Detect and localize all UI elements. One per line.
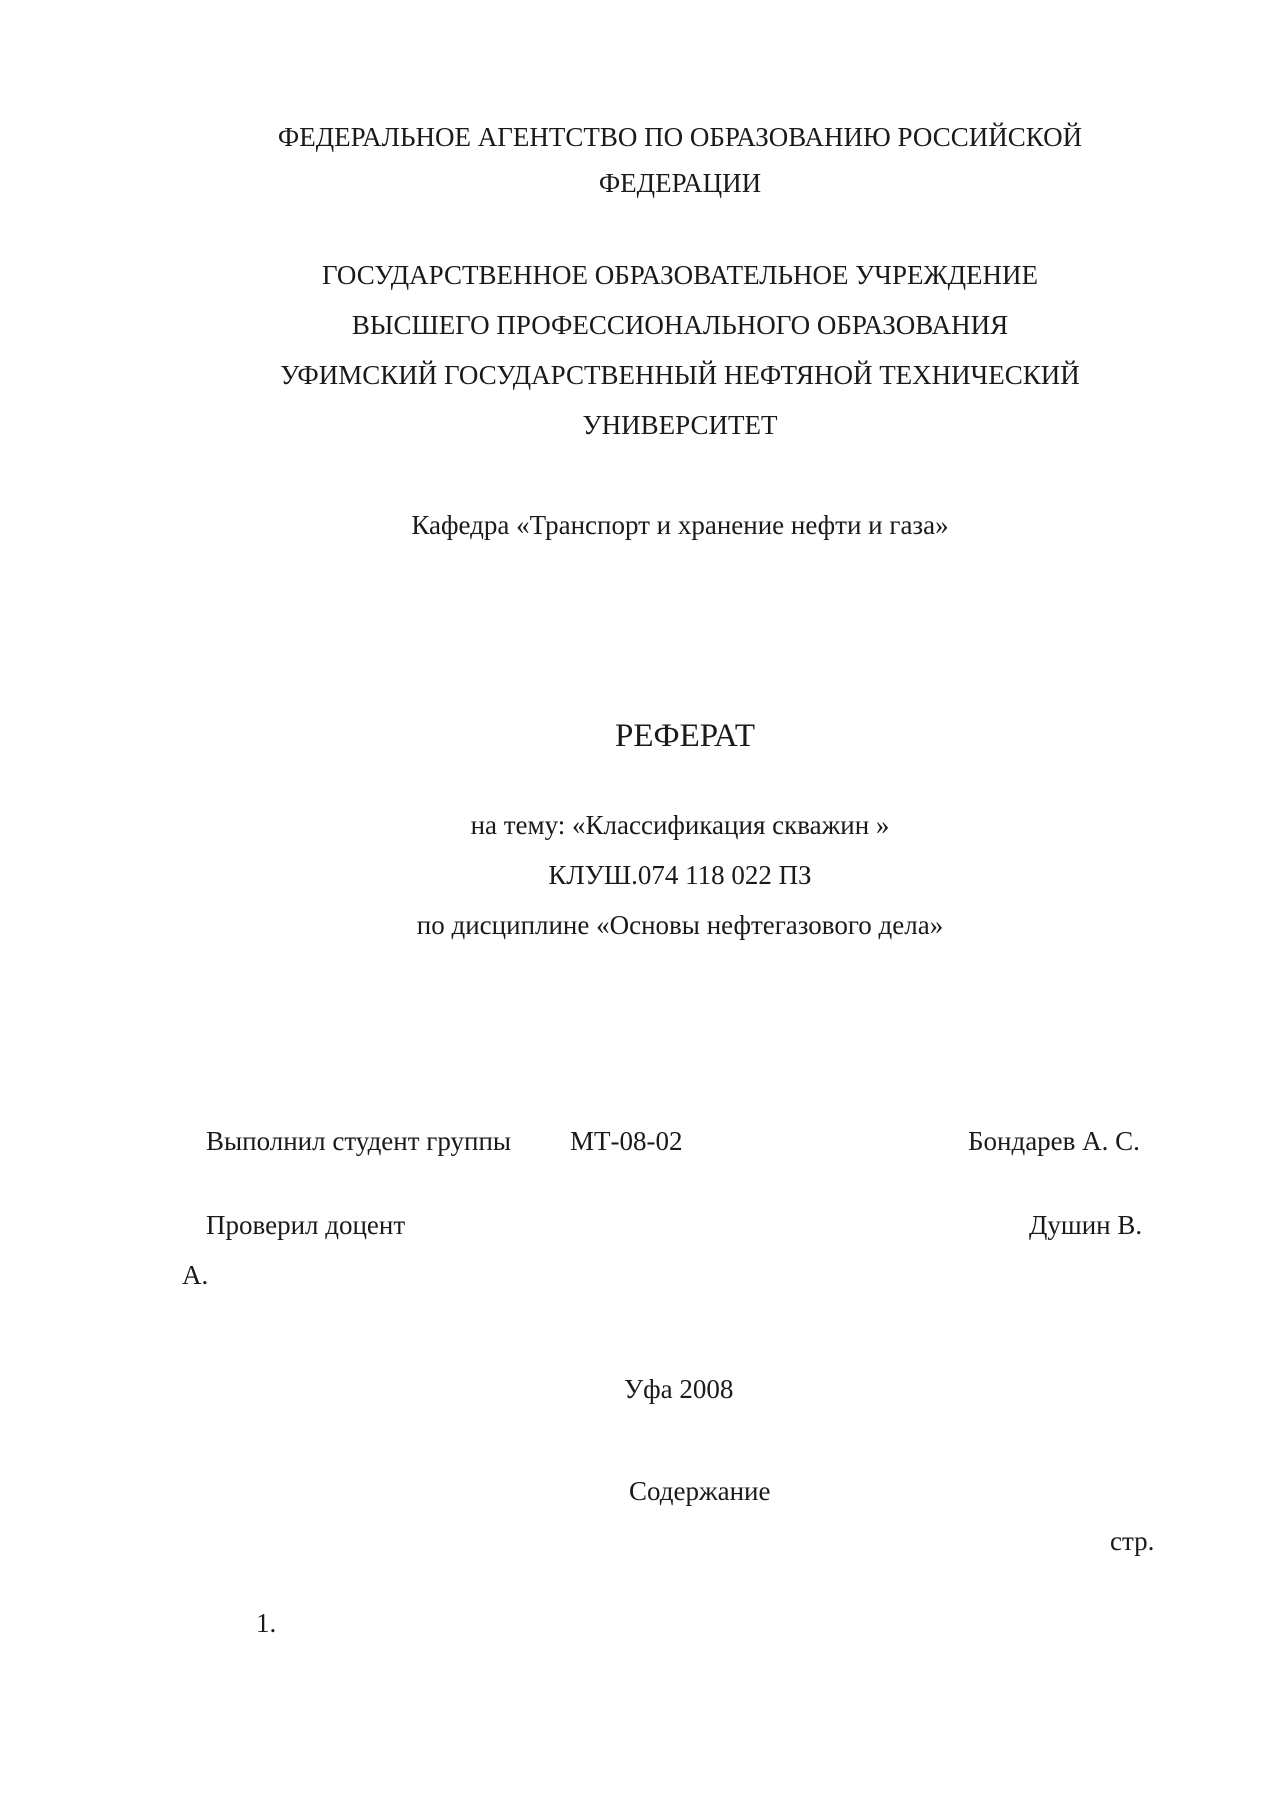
checked-by-label: Проверил доцент [206, 1210, 406, 1240]
agency-line-2: ФЕДЕРАЦИИ [598, 168, 762, 198]
title-block [180, 800, 1180, 950]
city-year: Уфа 2008 [624, 1374, 734, 1404]
contents-heading: Содержание [629, 1476, 771, 1506]
performed-by-label: Выполнил студент группы [206, 1126, 512, 1156]
institution-heading [180, 250, 1180, 450]
agency-heading [180, 112, 1180, 208]
discipline-line: по дисциплине «Основы нефтегазового дела» [416, 910, 944, 940]
topic-line: на тему: «Классификация скважин » [470, 810, 890, 840]
document-type-title: РЕФЕРАТ [615, 718, 755, 754]
institution-line-2: ВЫСШЕГО ПРОФЕССИОНАЛЬНОГО ОБРАЗОВАНИЯ [351, 310, 1009, 340]
checker-name-part-2: А. [182, 1260, 209, 1290]
student-group: МТ-08-02 [570, 1126, 683, 1156]
institution-line-1: ГОСУДАРСТВЕННОЕ ОБРАЗОВАТЕЛЬНОЕ УЧРЕЖДЕНИЕ [321, 260, 1039, 290]
contents-item-number: 1. [256, 1608, 277, 1638]
contents-page-label: стр. [1110, 1526, 1155, 1556]
institution-line-3: УФИМСКИЙ ГОСУДАРСТВЕННЫЙ НЕФТЯНОЙ ТЕХНИЧЕСКИЙ [280, 360, 1080, 390]
department-line: Кафедра «Транспорт и хранение нефти и газа» [411, 510, 949, 540]
student-name: Бондарев А. С. [968, 1126, 1140, 1156]
document-code: КЛУШ.074 118 022 ПЗ [548, 860, 812, 890]
institution-line-4: УНИВЕРСИТЕТ [582, 410, 778, 440]
agency-line-1: ФЕДЕРАЛЬНОЕ АГЕНТСТВО ПО ОБРАЗОВАНИЮ РОССИЙСКОЙ [277, 122, 1083, 152]
checker-name-part-1: Душин В. [1029, 1210, 1143, 1240]
